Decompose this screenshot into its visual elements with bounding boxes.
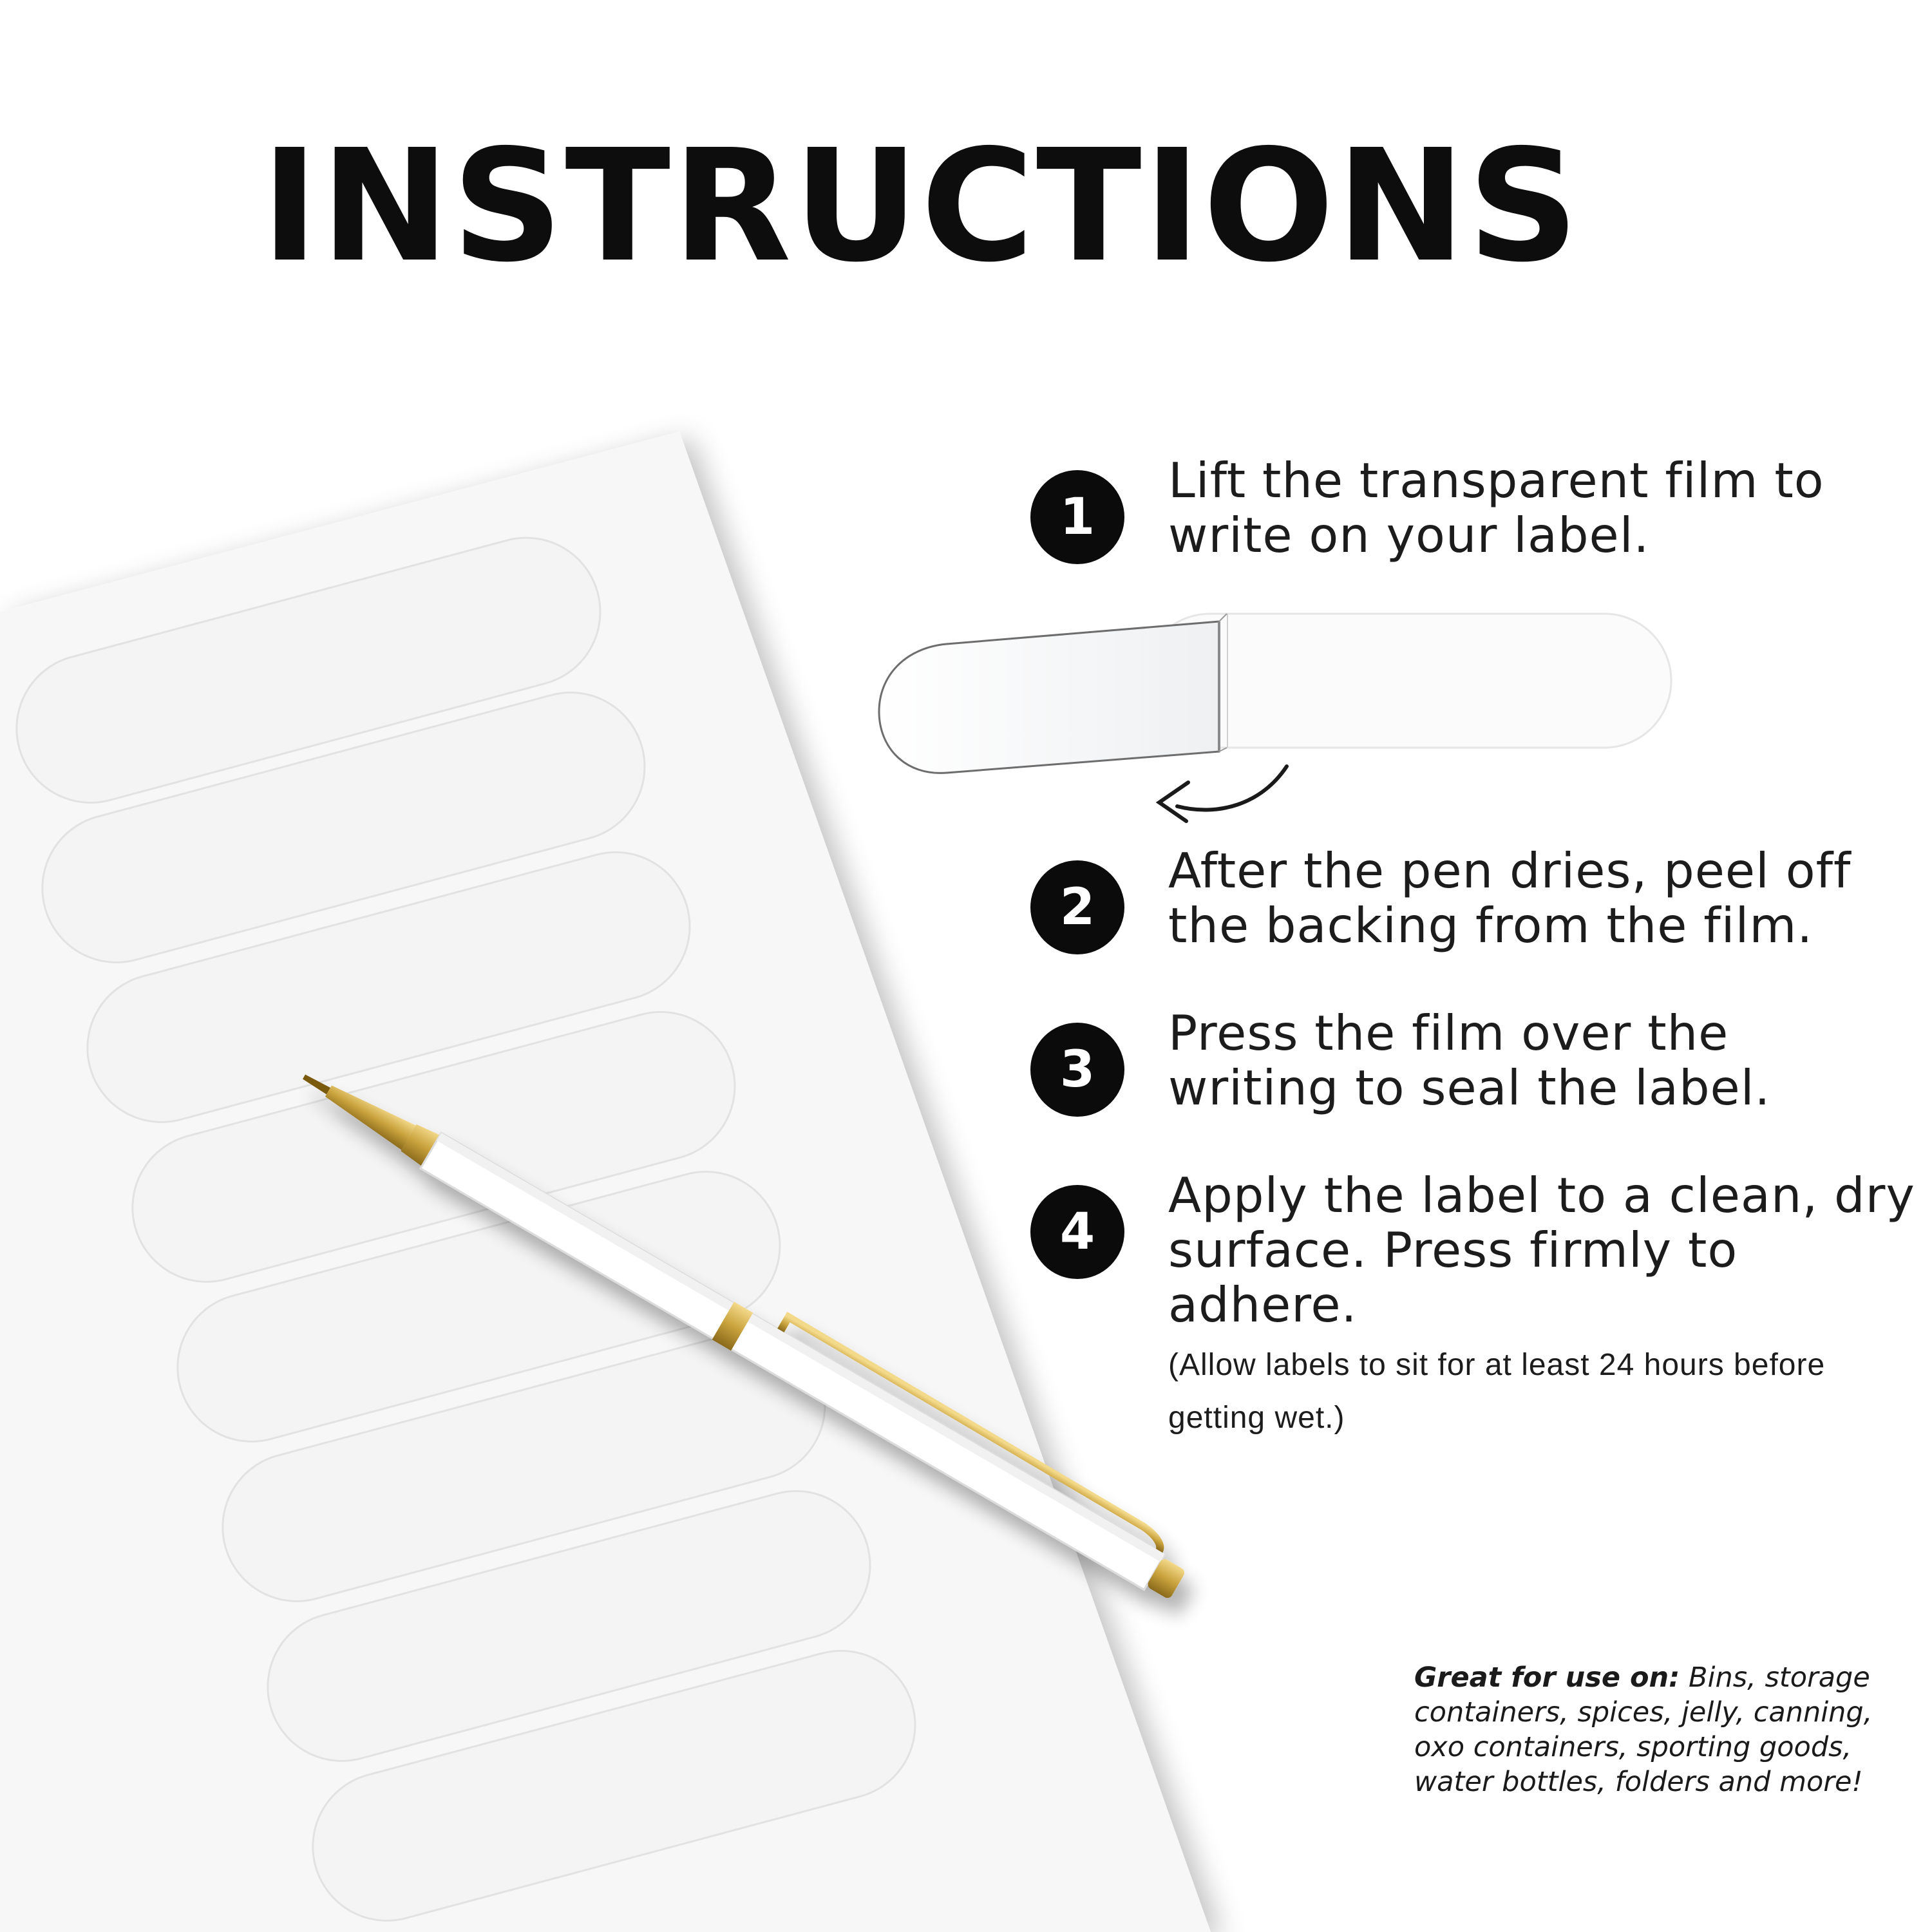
step-text: Lift the transparent film to write on your label.: [1168, 452, 1824, 564]
peel-diagram: [879, 614, 1671, 773]
usage-note: [1414, 1660, 1917, 1799]
curved-arrow-icon: [1159, 766, 1287, 821]
step-number-badge: 4: [1030, 1185, 1124, 1279]
page-title: INSTRUCTIONS: [261, 116, 1581, 296]
step-text-block: [1168, 1168, 1915, 1444]
step-number-badge: 3: [1030, 1023, 1124, 1117]
usage-lead: Great for use on:: [1414, 1662, 1680, 1694]
step-note: (Allow labels to sit for at least 24 hours before getting wet.): [1168, 1348, 1826, 1435]
step-number-badge: 2: [1030, 860, 1124, 954]
step-number-badge: 1: [1030, 470, 1124, 564]
usage-text: Bins, storage containers, spices, jelly, canning, oxo containers, sporting goods, water bottles, folders and more!: [1414, 1662, 1873, 1798]
step-text: Press the film over the writing to seal the label.: [1168, 1005, 1771, 1116]
step-text: After the pen dries, peel off the backing from the film.: [1168, 842, 1852, 954]
step-text: Apply the label to a clean, dry surface. Press firmly to adhere.: [1168, 1167, 1915, 1333]
